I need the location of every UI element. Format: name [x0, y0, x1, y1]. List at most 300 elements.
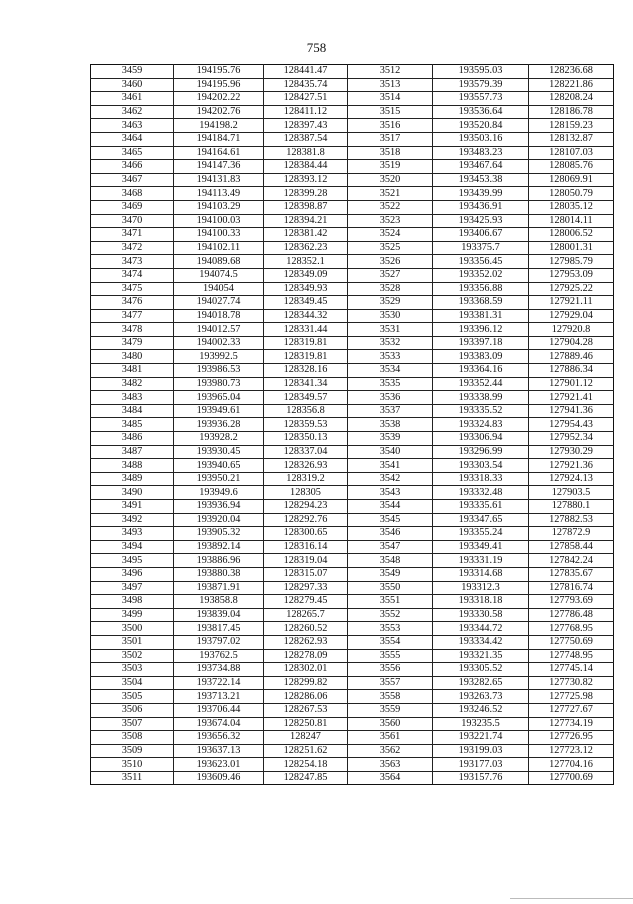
y-coordinate-cell: 128299.82: [264, 676, 348, 690]
x-coordinate-cell: 193318.33: [433, 472, 529, 486]
point-number-cell: 3526: [348, 255, 433, 269]
point-number-cell: 3481: [91, 364, 174, 378]
x-coordinate-cell: 193965.04: [174, 391, 264, 405]
y-coordinate-cell: 128359.53: [264, 418, 348, 432]
table-row: [91, 635, 614, 649]
y-coordinate-cell: 128427.51: [264, 92, 348, 106]
x-coordinate-cell: 193355.24: [433, 527, 529, 541]
point-number-cell: 3511: [91, 771, 174, 785]
table-row: [91, 119, 614, 133]
point-number-cell: 3516: [348, 119, 433, 133]
x-coordinate-cell: 193623.01: [174, 758, 264, 772]
x-coordinate-cell: 193986.53: [174, 364, 264, 378]
y-coordinate-cell: 128397.43: [264, 119, 348, 133]
x-coordinate-cell: 194102.11: [174, 241, 264, 255]
coordinate-table-body: [91, 65, 614, 785]
x-coordinate-cell: 193199.03: [433, 744, 529, 758]
y-coordinate-cell: 127727.67: [529, 703, 614, 717]
point-number-cell: 3564: [348, 771, 433, 785]
point-number-cell: 3503: [91, 663, 174, 677]
y-coordinate-cell: 128251.62: [264, 744, 348, 758]
point-number-cell: 3477: [91, 309, 174, 323]
x-coordinate-cell: 193936.94: [174, 500, 264, 514]
x-coordinate-cell: 194131.83: [174, 173, 264, 187]
point-number-cell: 3497: [91, 581, 174, 595]
point-number-cell: 3525: [348, 241, 433, 255]
x-coordinate-cell: 194195.76: [174, 65, 264, 79]
point-number-cell: 3512: [348, 65, 433, 79]
point-number-cell: 3524: [348, 228, 433, 242]
y-coordinate-cell: 127921.36: [529, 459, 614, 473]
y-coordinate-cell: 128186.78: [529, 105, 614, 119]
point-number-cell: 3540: [348, 445, 433, 459]
y-coordinate-cell: 128362.23: [264, 241, 348, 255]
x-coordinate-cell: 193352.44: [433, 377, 529, 391]
page-number: 758: [306, 40, 327, 55]
y-coordinate-cell: 128085.76: [529, 160, 614, 174]
point-number-cell: 3536: [348, 391, 433, 405]
table-row: [91, 282, 614, 296]
y-coordinate-cell: 128319.2: [264, 472, 348, 486]
point-number-cell: 3553: [348, 622, 433, 636]
y-coordinate-cell: 128302.01: [264, 663, 348, 677]
x-coordinate-cell: 193347.65: [433, 513, 529, 527]
y-coordinate-cell: 128159.23: [529, 119, 614, 133]
y-coordinate-cell: 128254.18: [264, 758, 348, 772]
point-number-cell: 3470: [91, 214, 174, 228]
y-coordinate-cell: 128035.12: [529, 200, 614, 214]
x-coordinate-cell: 194054: [174, 282, 264, 296]
table-row: [91, 459, 614, 473]
y-coordinate-cell: 128381.8: [264, 146, 348, 160]
x-coordinate-cell: 193235.5: [433, 717, 529, 731]
y-coordinate-cell: 128435.74: [264, 78, 348, 92]
x-coordinate-cell: 193503.16: [433, 132, 529, 146]
x-coordinate-cell: 193453.38: [433, 173, 529, 187]
point-number-cell: 3546: [348, 527, 433, 541]
x-coordinate-cell: 193296.99: [433, 445, 529, 459]
y-coordinate-cell: 127725.98: [529, 690, 614, 704]
point-number-cell: 3535: [348, 377, 433, 391]
x-coordinate-cell: 193797.02: [174, 635, 264, 649]
table-row: [91, 703, 614, 717]
y-coordinate-cell: 127842.24: [529, 554, 614, 568]
point-number-cell: 3466: [91, 160, 174, 174]
y-coordinate-cell: 127930.29: [529, 445, 614, 459]
x-coordinate-cell: 193930.45: [174, 445, 264, 459]
point-number-cell: 3468: [91, 187, 174, 201]
table-row: [91, 146, 614, 160]
x-coordinate-cell: 193817.45: [174, 622, 264, 636]
y-coordinate-cell: 127903.5: [529, 486, 614, 500]
y-coordinate-cell: 128399.28: [264, 187, 348, 201]
table-row: [91, 160, 614, 174]
y-coordinate-cell: 127921.41: [529, 391, 614, 405]
table-row: [91, 527, 614, 541]
y-coordinate-cell: 128267.53: [264, 703, 348, 717]
y-coordinate-cell: 128394.21: [264, 214, 348, 228]
x-coordinate-cell: 193157.76: [433, 771, 529, 785]
y-coordinate-cell: 127750.69: [529, 635, 614, 649]
point-number-cell: 3460: [91, 78, 174, 92]
table-row: [91, 391, 614, 405]
y-coordinate-cell: 127953.09: [529, 268, 614, 282]
point-number-cell: 3467: [91, 173, 174, 187]
table-row: [91, 214, 614, 228]
y-coordinate-cell: 128006.52: [529, 228, 614, 242]
x-coordinate-cell: 193439.99: [433, 187, 529, 201]
point-number-cell: 3549: [348, 567, 433, 581]
y-coordinate-cell: 128315.07: [264, 567, 348, 581]
x-coordinate-cell: 193886.96: [174, 554, 264, 568]
table-row: [91, 65, 614, 79]
y-coordinate-cell: 127952.34: [529, 432, 614, 446]
point-number-cell: 3551: [348, 595, 433, 609]
point-number-cell: 3515: [348, 105, 433, 119]
y-coordinate-cell: 128300.65: [264, 527, 348, 541]
x-coordinate-cell: 193425.93: [433, 214, 529, 228]
point-number-cell: 3563: [348, 758, 433, 772]
y-coordinate-cell: 128265.7: [264, 608, 348, 622]
y-coordinate-cell: 128384.44: [264, 160, 348, 174]
x-coordinate-cell: 193246.52: [433, 703, 529, 717]
point-number-cell: 3488: [91, 459, 174, 473]
y-coordinate-cell: 128262.93: [264, 635, 348, 649]
y-coordinate-cell: 128208.24: [529, 92, 614, 106]
point-number-cell: 3539: [348, 432, 433, 446]
y-coordinate-cell: 127880.1: [529, 500, 614, 514]
y-coordinate-cell: 127768.95: [529, 622, 614, 636]
y-coordinate-cell: 127835.67: [529, 567, 614, 581]
y-coordinate-cell: 128350.13: [264, 432, 348, 446]
y-coordinate-cell: 128297.33: [264, 581, 348, 595]
point-number-cell: 3493: [91, 527, 174, 541]
y-coordinate-cell: 127704.16: [529, 758, 614, 772]
point-number-cell: 3543: [348, 486, 433, 500]
table-row: [91, 78, 614, 92]
y-coordinate-cell: 127745.14: [529, 663, 614, 677]
y-coordinate-cell: 128352.1: [264, 255, 348, 269]
table-row: [91, 472, 614, 486]
point-number-cell: 3485: [91, 418, 174, 432]
y-coordinate-cell: 128331.44: [264, 323, 348, 337]
point-number-cell: 3527: [348, 268, 433, 282]
point-number-cell: 3558: [348, 690, 433, 704]
x-coordinate-cell: 193950.21: [174, 472, 264, 486]
point-number-cell: 3548: [348, 554, 433, 568]
table-row: [91, 744, 614, 758]
point-number-cell: 3474: [91, 268, 174, 282]
x-coordinate-cell: 193858.8: [174, 595, 264, 609]
y-coordinate-cell: 128069.91: [529, 173, 614, 187]
x-coordinate-cell: 193324.83: [433, 418, 529, 432]
point-number-cell: 3475: [91, 282, 174, 296]
table-row: [91, 187, 614, 201]
point-number-cell: 3562: [348, 744, 433, 758]
y-coordinate-cell: 127882.53: [529, 513, 614, 527]
y-coordinate-cell: 127858.44: [529, 540, 614, 554]
table-row: [91, 717, 614, 731]
point-number-cell: 3472: [91, 241, 174, 255]
point-number-cell: 3495: [91, 554, 174, 568]
point-number-cell: 3557: [348, 676, 433, 690]
y-coordinate-cell: 128381.42: [264, 228, 348, 242]
point-number-cell: 3537: [348, 404, 433, 418]
point-number-cell: 3489: [91, 472, 174, 486]
point-number-cell: 3492: [91, 513, 174, 527]
point-number-cell: 3518: [348, 146, 433, 160]
table-row: [91, 432, 614, 446]
point-number-cell: 3542: [348, 472, 433, 486]
x-coordinate-cell: 193330.58: [433, 608, 529, 622]
table-row: [91, 173, 614, 187]
point-number-cell: 3479: [91, 336, 174, 350]
y-coordinate-cell: 127925.22: [529, 282, 614, 296]
point-number-cell: 3494: [91, 540, 174, 554]
point-number-cell: 3550: [348, 581, 433, 595]
table-row: [91, 228, 614, 242]
table-row: [91, 622, 614, 636]
y-coordinate-cell: 128014.11: [529, 214, 614, 228]
y-coordinate-cell: 128221.86: [529, 78, 614, 92]
point-number-cell: 3545: [348, 513, 433, 527]
x-coordinate-cell: 194202.76: [174, 105, 264, 119]
x-coordinate-cell: 193177.03: [433, 758, 529, 772]
table-row: [91, 200, 614, 214]
point-number-cell: 3482: [91, 377, 174, 391]
x-coordinate-cell: 193839.04: [174, 608, 264, 622]
y-coordinate-cell: 128250.81: [264, 717, 348, 731]
x-coordinate-cell: 193306.94: [433, 432, 529, 446]
x-coordinate-cell: 193557.73: [433, 92, 529, 106]
y-coordinate-cell: 127734.19: [529, 717, 614, 731]
y-coordinate-cell: 128319.04: [264, 554, 348, 568]
y-coordinate-cell: 128398.87: [264, 200, 348, 214]
x-coordinate-cell: 193349.41: [433, 540, 529, 554]
x-coordinate-cell: 193396.12: [433, 323, 529, 337]
y-coordinate-cell: 127872.9: [529, 527, 614, 541]
table-row: [91, 567, 614, 581]
point-number-cell: 3469: [91, 200, 174, 214]
point-number-cell: 3561: [348, 731, 433, 745]
point-number-cell: 3538: [348, 418, 433, 432]
x-coordinate-cell: 193920.04: [174, 513, 264, 527]
table-row: [91, 350, 614, 364]
x-coordinate-cell: 193221.74: [433, 731, 529, 745]
y-coordinate-cell: 127816.74: [529, 581, 614, 595]
x-coordinate-cell: 193314.68: [433, 567, 529, 581]
x-coordinate-cell: 193936.28: [174, 418, 264, 432]
y-coordinate-cell: 127889.46: [529, 350, 614, 364]
table-row: [91, 676, 614, 690]
point-number-cell: 3541: [348, 459, 433, 473]
x-coordinate-cell: 194012.57: [174, 323, 264, 337]
x-coordinate-cell: 193338.99: [433, 391, 529, 405]
x-coordinate-cell: 193383.09: [433, 350, 529, 364]
y-coordinate-cell: 128236.68: [529, 65, 614, 79]
x-coordinate-cell: 193344.72: [433, 622, 529, 636]
y-coordinate-cell: 128001.31: [529, 241, 614, 255]
x-coordinate-cell: 194147.36: [174, 160, 264, 174]
y-coordinate-cell: 128411.12: [264, 105, 348, 119]
x-coordinate-cell: 194202.22: [174, 92, 264, 106]
point-number-cell: 3509: [91, 744, 174, 758]
table-row: [91, 608, 614, 622]
point-number-cell: 3510: [91, 758, 174, 772]
y-coordinate-cell: 128319.81: [264, 336, 348, 350]
x-coordinate-cell: 193381.31: [433, 309, 529, 323]
point-number-cell: 3487: [91, 445, 174, 459]
point-number-cell: 3462: [91, 105, 174, 119]
y-coordinate-cell: 128441.47: [264, 65, 348, 79]
y-coordinate-cell: 128337.04: [264, 445, 348, 459]
x-coordinate-cell: 193356.88: [433, 282, 529, 296]
table-row: [91, 540, 614, 554]
y-coordinate-cell: 127748.95: [529, 649, 614, 663]
x-coordinate-cell: 193335.61: [433, 500, 529, 514]
point-number-cell: 3544: [348, 500, 433, 514]
x-coordinate-cell: 193734.88: [174, 663, 264, 677]
y-coordinate-cell: 127886.34: [529, 364, 614, 378]
x-coordinate-cell: 194100.03: [174, 214, 264, 228]
point-number-cell: 3490: [91, 486, 174, 500]
x-coordinate-cell: 193609.46: [174, 771, 264, 785]
table-row: [91, 513, 614, 527]
point-number-cell: 3463: [91, 119, 174, 133]
x-coordinate-cell: 193282.65: [433, 676, 529, 690]
point-number-cell: 3523: [348, 214, 433, 228]
y-coordinate-cell: 127726.95: [529, 731, 614, 745]
x-coordinate-cell: 193992.5: [174, 350, 264, 364]
x-coordinate-cell: 193656.32: [174, 731, 264, 745]
y-coordinate-cell: 128279.45: [264, 595, 348, 609]
point-number-cell: 3500: [91, 622, 174, 636]
point-number-cell: 3532: [348, 336, 433, 350]
x-coordinate-cell: 193892.14: [174, 540, 264, 554]
y-coordinate-cell: 127954.43: [529, 418, 614, 432]
point-number-cell: 3484: [91, 404, 174, 418]
table-row: [91, 731, 614, 745]
x-coordinate-cell: 193483.23: [433, 146, 529, 160]
x-coordinate-cell: 193949.6: [174, 486, 264, 500]
x-coordinate-cell: 194184.71: [174, 132, 264, 146]
y-coordinate-cell: 128349.93: [264, 282, 348, 296]
y-coordinate-cell: 128247: [264, 731, 348, 745]
point-number-cell: 3473: [91, 255, 174, 269]
table-row: [91, 105, 614, 119]
point-number-cell: 3556: [348, 663, 433, 677]
y-coordinate-cell: 128278.09: [264, 649, 348, 663]
point-number-cell: 3555: [348, 649, 433, 663]
x-coordinate-cell: 193312.3: [433, 581, 529, 595]
x-coordinate-cell: 194198.2: [174, 119, 264, 133]
x-coordinate-cell: 193331.19: [433, 554, 529, 568]
x-coordinate-cell: 194103.29: [174, 200, 264, 214]
y-coordinate-cell: 128341.34: [264, 377, 348, 391]
point-number-cell: 3476: [91, 296, 174, 310]
table-row: [91, 418, 614, 432]
table-row: [91, 595, 614, 609]
x-coordinate-cell: 194027.74: [174, 296, 264, 310]
point-number-cell: 3505: [91, 690, 174, 704]
point-number-cell: 3491: [91, 500, 174, 514]
x-coordinate-cell: 193706.44: [174, 703, 264, 717]
x-coordinate-cell: 193263.73: [433, 690, 529, 704]
point-number-cell: 3486: [91, 432, 174, 446]
table-row: [91, 323, 614, 337]
x-coordinate-cell: 193674.04: [174, 717, 264, 731]
x-coordinate-cell: 193318.18: [433, 595, 529, 609]
point-number-cell: 3499: [91, 608, 174, 622]
table-row: [91, 377, 614, 391]
x-coordinate-cell: 194002.33: [174, 336, 264, 350]
x-coordinate-cell: 193637.13: [174, 744, 264, 758]
x-coordinate-cell: 193871.91: [174, 581, 264, 595]
point-number-cell: 3507: [91, 717, 174, 731]
point-number-cell: 3471: [91, 228, 174, 242]
y-coordinate-cell: 127921.11: [529, 296, 614, 310]
table-row: [91, 255, 614, 269]
y-coordinate-cell: 127904.28: [529, 336, 614, 350]
y-coordinate-cell: 127941.36: [529, 404, 614, 418]
point-number-cell: 3534: [348, 364, 433, 378]
x-coordinate-cell: 194164.61: [174, 146, 264, 160]
table-row: [91, 690, 614, 704]
point-number-cell: 3554: [348, 635, 433, 649]
table-row: [91, 486, 614, 500]
x-coordinate-cell: 193880.38: [174, 567, 264, 581]
table-row: [91, 554, 614, 568]
point-number-cell: 3461: [91, 92, 174, 106]
x-coordinate-cell: 193905.32: [174, 527, 264, 541]
point-number-cell: 3514: [348, 92, 433, 106]
y-coordinate-cell: 127920.8: [529, 323, 614, 337]
table-row: [91, 296, 614, 310]
table-row: [91, 241, 614, 255]
y-coordinate-cell: 127786.48: [529, 608, 614, 622]
y-coordinate-cell: 128344.32: [264, 309, 348, 323]
point-number-cell: 3465: [91, 146, 174, 160]
x-coordinate-cell: 193332.48: [433, 486, 529, 500]
x-coordinate-cell: 193595.03: [433, 65, 529, 79]
point-number-cell: 3560: [348, 717, 433, 731]
x-coordinate-cell: 193321.35: [433, 649, 529, 663]
x-coordinate-cell: 193364.16: [433, 364, 529, 378]
point-number-cell: 3517: [348, 132, 433, 146]
y-coordinate-cell: 127723.12: [529, 744, 614, 758]
y-coordinate-cell: 128349.09: [264, 268, 348, 282]
x-coordinate-cell: 193334.42: [433, 635, 529, 649]
x-coordinate-cell: 193397.18: [433, 336, 529, 350]
point-number-cell: 3498: [91, 595, 174, 609]
table-row: [91, 364, 614, 378]
y-coordinate-cell: 127700.69: [529, 771, 614, 785]
x-coordinate-cell: 193928.2: [174, 432, 264, 446]
table-row: [91, 309, 614, 323]
point-number-cell: 3513: [348, 78, 433, 92]
y-coordinate-cell: 128050.79: [529, 187, 614, 201]
x-coordinate-cell: 193467.64: [433, 160, 529, 174]
x-coordinate-cell: 193949.61: [174, 404, 264, 418]
point-number-cell: 3464: [91, 132, 174, 146]
table-row: [91, 500, 614, 514]
x-coordinate-cell: 194074.5: [174, 268, 264, 282]
x-coordinate-cell: 193579.39: [433, 78, 529, 92]
y-coordinate-cell: 128356.8: [264, 404, 348, 418]
point-number-cell: 3530: [348, 309, 433, 323]
point-number-cell: 3552: [348, 608, 433, 622]
x-coordinate-cell: 193520.84: [433, 119, 529, 133]
